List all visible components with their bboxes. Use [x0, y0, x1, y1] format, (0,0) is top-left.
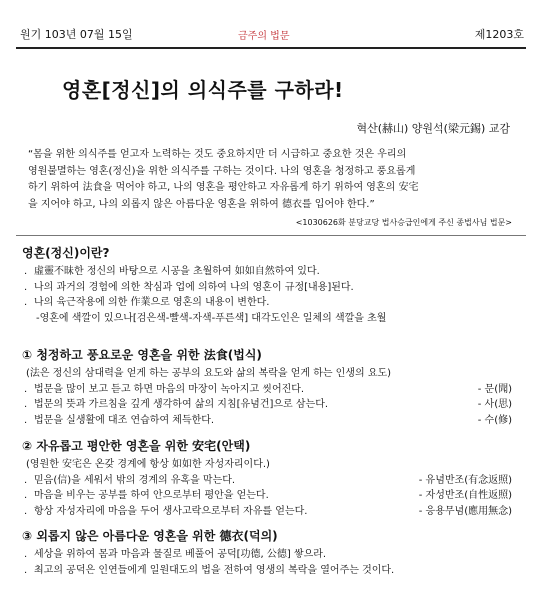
list-item: . 법문을 많이 보고 듣고 하면 마음의 마장이 녹아지고 씻어진다. - 문(聞)	[22, 382, 528, 398]
section-beopsik	[22, 346, 528, 428]
issue-date: 원기 103년 07월 15일	[20, 28, 133, 41]
section-subtitle: (영원한 安宅은 온갖 경계에 항상 如如한 자성자리이다.)	[26, 459, 270, 470]
item-text: 나의 과거의 경험에 의한 착심과 업에 의하여 나의 영혼이 규정[내용]된다.	[34, 281, 354, 293]
item-text: 믿음(信)을 세워서 밖의 경계의 유혹을 막는다.	[34, 474, 236, 486]
quote-line: 을 지어야 하고, 나의 외롭지 않은 아름다운 영혼을 위하여 德衣를 입어야 한다.”	[28, 198, 375, 210]
header-rule	[16, 47, 526, 49]
dash-note: -영혼에 색깔이 있으나[검은색-빨색-자색-푸른색] 대각도인은 일체의 색깔을 초월	[36, 312, 387, 324]
item-text: 법문을 실생활에 대조 연습하여 체득한다.	[34, 414, 215, 426]
section-deokui	[22, 527, 528, 578]
item-text: 나의 육근작용에 의한 作業으로 영혼의 내용이 변한다.	[34, 297, 270, 308]
section-label: 금주의 법문	[238, 31, 290, 42]
item-text: 세상을 위하여 몸과 마음과 물질로 베풀어 공덕[功德, 公德] 쌓으라.	[34, 549, 327, 560]
item-text: 법문의 뜻과 가르침을 깊게 생각하여 삶의 지침[유념건]으로 삼는다.	[34, 399, 329, 410]
bulletin-header	[20, 26, 524, 48]
list-item: . 나의 육근작용에 의한 作業으로 영혼의 내용이 변한다.	[24, 297, 270, 308]
item-text: 최고의 공덕은 인연들에게 일원대도의 법을 전하여 영생의 복락을 열어주는 것이다.	[34, 564, 395, 576]
item-tag: - 유념반조(有念返照)	[418, 474, 512, 486]
section-title: ② 자유롭고 평안한 영혼을 위한 安宅(안택)	[22, 439, 251, 453]
list-item: . 법문의 뜻과 가르침을 깊게 생각하여 삶의 지침[유념건]으로 삼는다. - 사(思)	[22, 397, 528, 413]
section-title: ① 청정하고 풍요로운 영혼을 위한 法食(법식)	[22, 348, 262, 362]
item-text: 법문을 많이 보고 듣고 하면 마음의 마장이 녹아지고 씻어진다.	[34, 383, 305, 395]
item-tag: - 사(思)	[477, 399, 512, 410]
quote-block	[28, 147, 516, 213]
item-tag: - 수(修)	[477, 414, 512, 426]
section-divider	[16, 235, 526, 236]
list-item: . 법문을 실생활에 대조 연습하여 체득한다. - 수(修)	[22, 413, 528, 429]
section-soul-definition	[22, 244, 528, 326]
section-antaek	[22, 437, 528, 519]
item-tag: - 문(聞)	[477, 383, 512, 395]
item-text: 虛靈不昧한 정신의 바탕으로 시공을 초월하여 如如自然하여 있다.	[34, 266, 320, 277]
section-subtitle: (法은 정신의 삼대력을 얻게 하는 공부의 요도와 삶의 복락을 얻게 하는 인생의 요도)	[26, 368, 392, 379]
article-title: 영혼[정신]의 의식주를 구하라!	[62, 78, 344, 102]
list-item: . 세상을 위하여 몸과 마음과 물질로 베풀어 공덕[功德, 公德] 쌓으라.	[24, 549, 327, 560]
issue-number: 제1203호	[474, 28, 524, 41]
list-item: . 나의 과거의 경험에 의한 착심과 업에 의하여 나의 영혼이 규정[내용]된다.	[24, 281, 354, 293]
list-item: . 항상 자성자리에 마음을 두어 생사고락으로부터 자유를 얻는다. - 응용무념(應用無念)	[22, 504, 528, 520]
list-item: . 마음을 비우는 공부를 하여 안으로부터 평안을 얻는다. - 자성반조(自性返照)	[22, 488, 528, 504]
section-title: 영혼(정신)이란?	[22, 246, 110, 260]
article-author: 혁산(赫山) 양원석(梁元錫) 교감	[356, 122, 510, 135]
list-item: . 믿음(信)을 세워서 밖의 경계의 유혹을 막는다. - 유념반조(有念返照)	[22, 473, 528, 489]
item-text: 항상 자성자리에 마음을 두어 생사고락으로부터 자유를 얻는다.	[34, 505, 308, 517]
item-text: 마음을 비우는 공부를 하여 안으로부터 평안을 얻는다.	[34, 490, 269, 501]
quote-line: “몸을 위한 의식주를 얻고자 노력하는 것도 중요하지만 더 시급하고 중요한 것은 우리의	[28, 149, 407, 160]
list-item: . 虛靈不昧한 정신의 바탕으로 시공을 초월하여 如如自然하여 있다.	[24, 266, 320, 277]
section-title: ③ 외롭지 않은 아름다운 영혼을 위한 德衣(덕의)	[22, 529, 278, 543]
quote-source: <1030626화 분당교당 법사승급인에게 주신 종법사님 법문>	[295, 218, 512, 227]
item-tag: - 자성반조(自性返照)	[418, 490, 512, 501]
quote-line: 영원불멸하는 영혼(정신)을 위한 의식주를 구하는 것이다. 나의 영혼을 청정하고 풍요롭게	[28, 165, 416, 177]
item-tag: - 응용무념(應用無念)	[418, 505, 512, 517]
quote-line: 하기 위하여 法食을 먹어야 하고, 나의 영혼을 평안하고 자유롭게 하기 위하여 영혼의 安宅	[28, 182, 419, 193]
list-item: . 최고의 공덕은 인연들에게 일원대도의 법을 전하여 영생의 복락을 열어주는 것이다.	[24, 564, 395, 576]
